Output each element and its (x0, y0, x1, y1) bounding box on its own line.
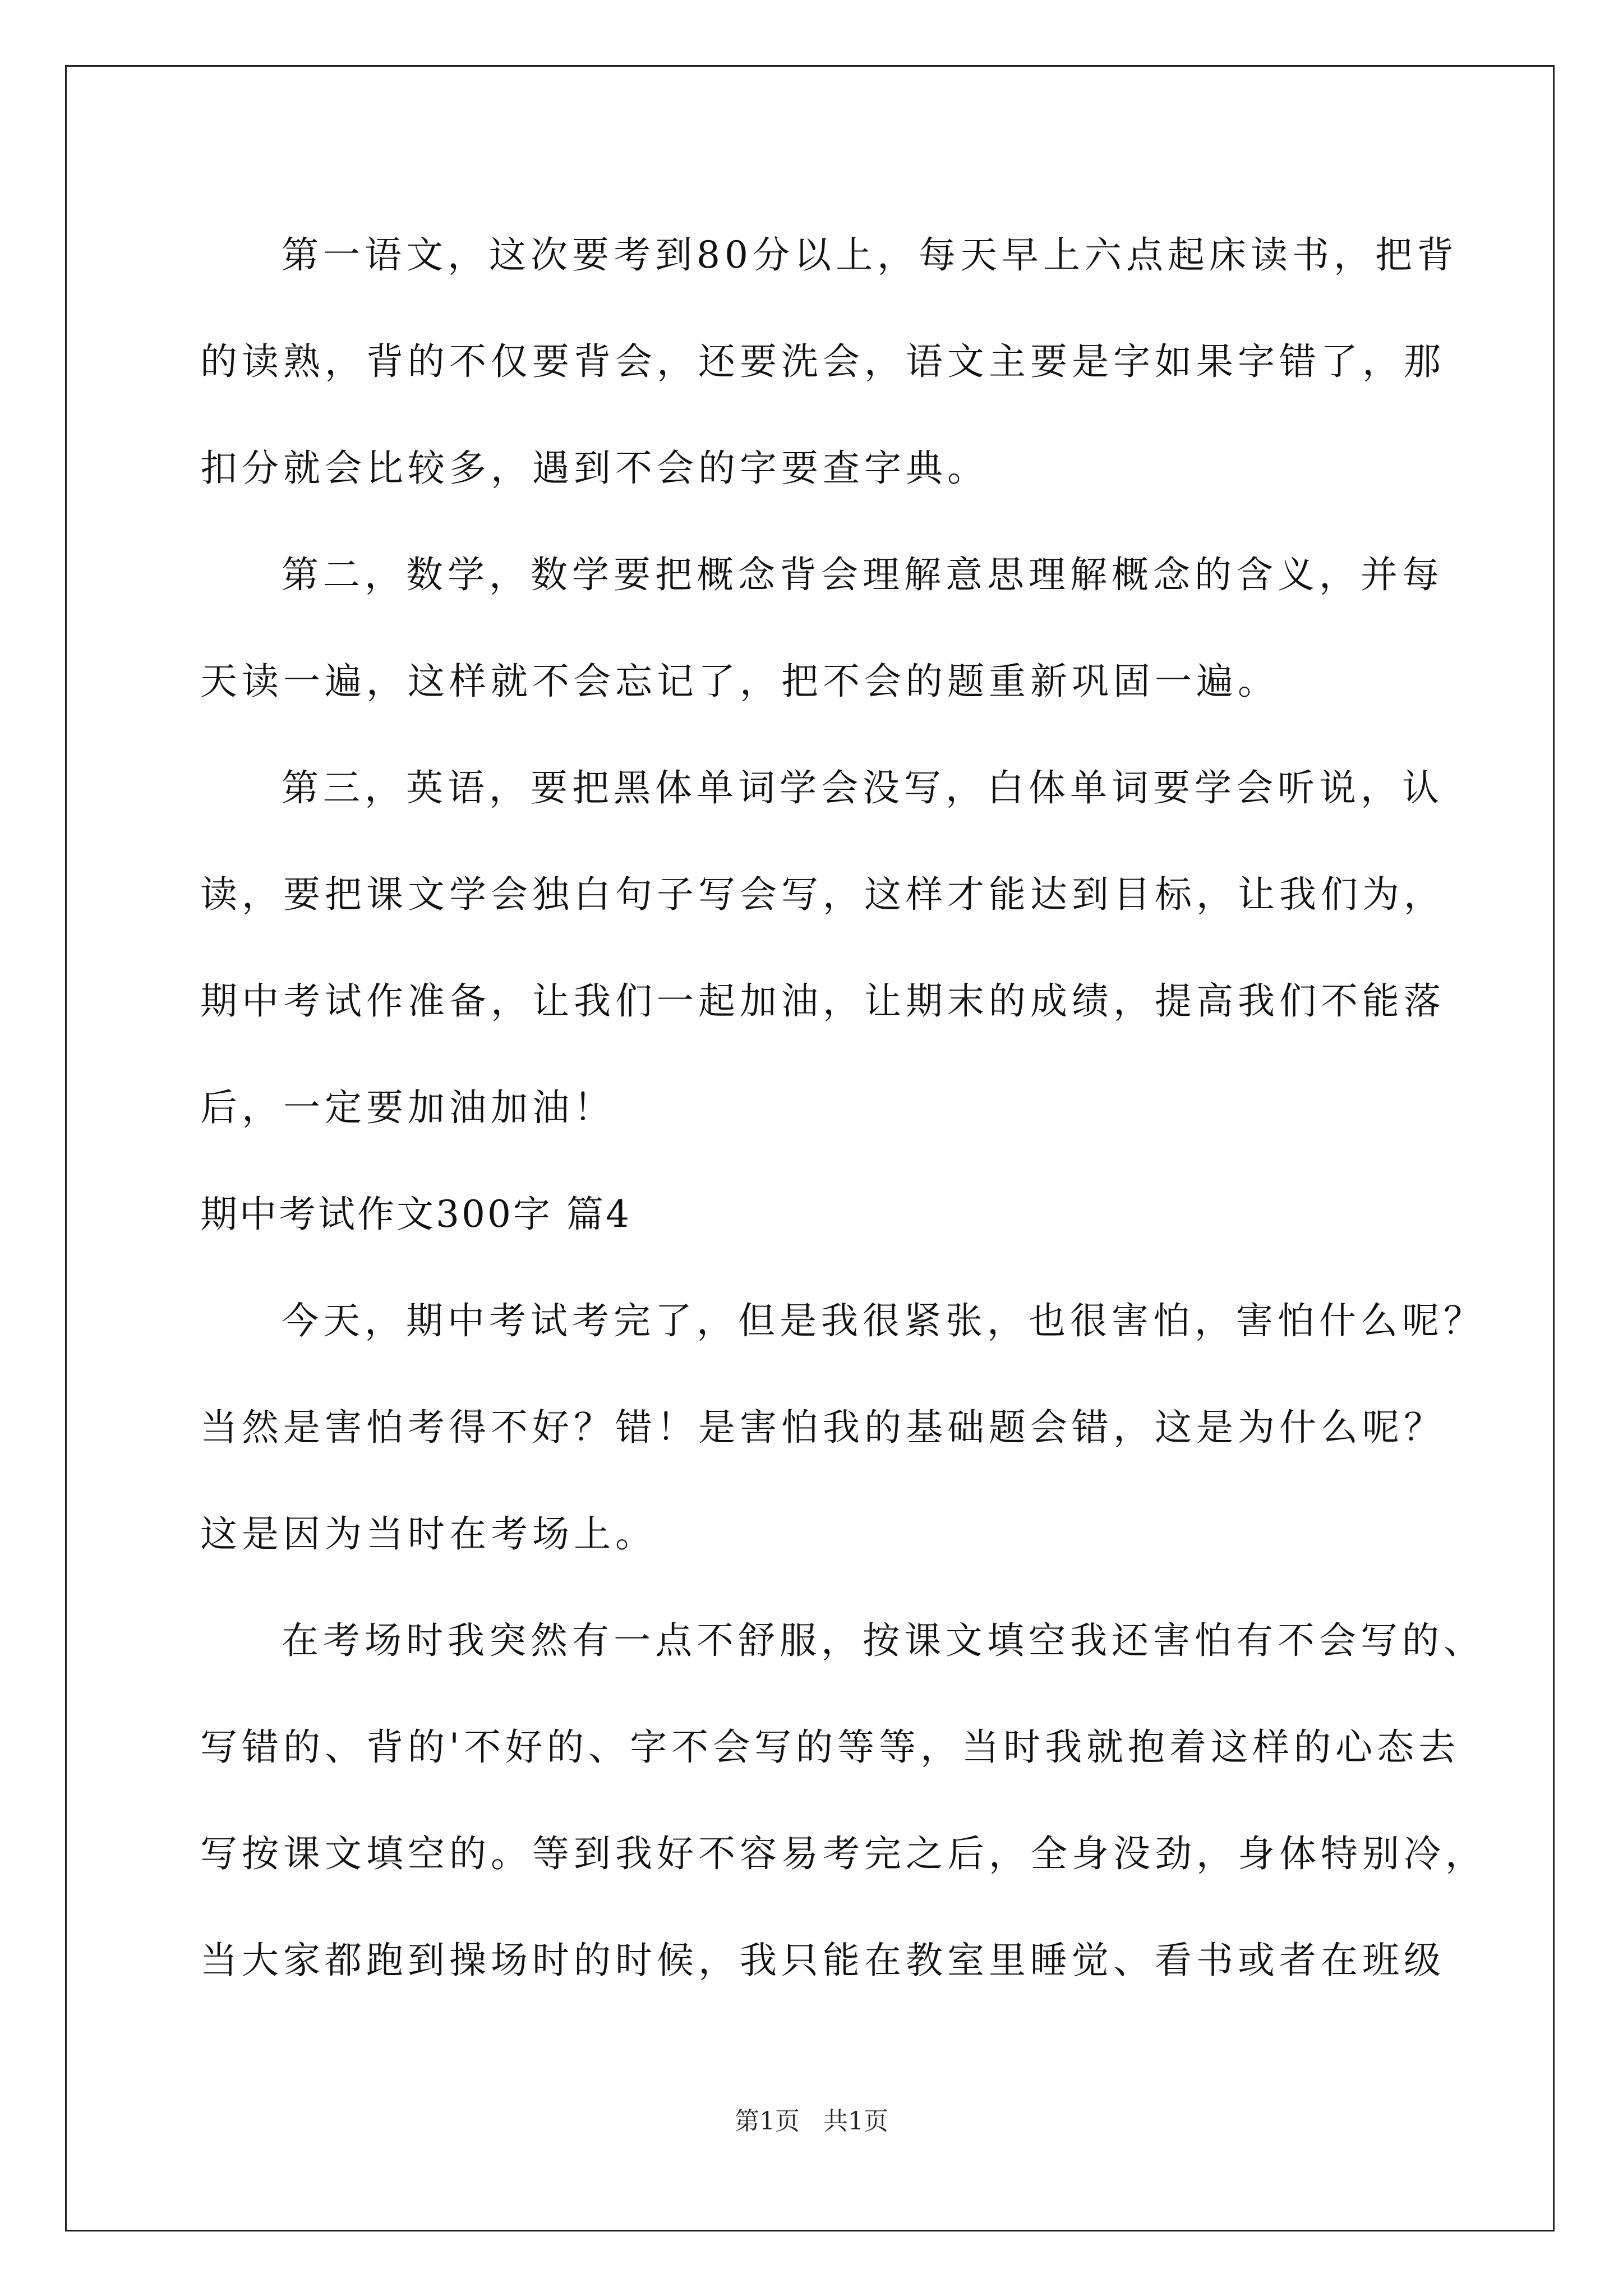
paragraph-line: 读，要把课文学会独白句子写会写，这样才能达到目标，让我们为， (200, 873, 1445, 916)
section-heading: 期中考试作文300字 篇4 (200, 1193, 631, 1236)
paragraph-line: 当大家都跑到操场时的时候，我只能在教室里睡觉、看书或者在班级 (200, 1939, 1445, 1982)
paragraph-line: 写按课文填空的。等到我好不容易考完之后，全身没劲，身体特别冷， (200, 1832, 1487, 1875)
paragraph-line: 扣分就会比较多，遇到不会的字要查字典。 (200, 447, 989, 490)
paragraph-line: 在考场时我突然有一点不舒服，按课文填空我还害怕有不会写的、 (282, 1619, 1485, 1662)
paragraph-line: 的读熟，背的不仅要背会，还要洗会，语文主要是字如果字错了，那 (200, 340, 1445, 383)
paragraph-line: 后，一定要加油加油！ (200, 1086, 615, 1129)
paragraph-line: 写错的、背的'不好的、字不会写的等等，当时我就抱着这样的心态去 (200, 1726, 1460, 1769)
document-body (200, 202, 1487, 2014)
paragraph-line: 第三，英语，要把黑体单词学会没写，白体单词要学会听说，认 (282, 766, 1444, 809)
paragraph-line: 今天，期中考试考完了，但是我很紧张，也很害怕，害怕什么呢？ (282, 1299, 1485, 1342)
paragraph-line: 第一语文，这次要考到80分以上，每天早上六点起床读书，把背 (282, 233, 1458, 277)
paragraph-line: 当然是害怕考得不好？错！是害怕我的基础题会错，这是为什么呢？ (200, 1406, 1445, 1449)
paragraph-line: 天读一遍，这样就不会忘记了，把不会的题重新巩固一遍。 (200, 660, 1279, 703)
paragraph-line: 第二，数学，数学要把概念背会理解意思理解概念的含义，并每 (282, 553, 1444, 596)
paragraph-line: 期中考试作准备，让我们一起加油，让期末的成绩，提高我们不能落 (200, 979, 1445, 1023)
page-footer: 第1页 共1页 (735, 2107, 888, 2136)
paragraph-line: 这是因为当时在考场上。 (200, 1512, 657, 1556)
